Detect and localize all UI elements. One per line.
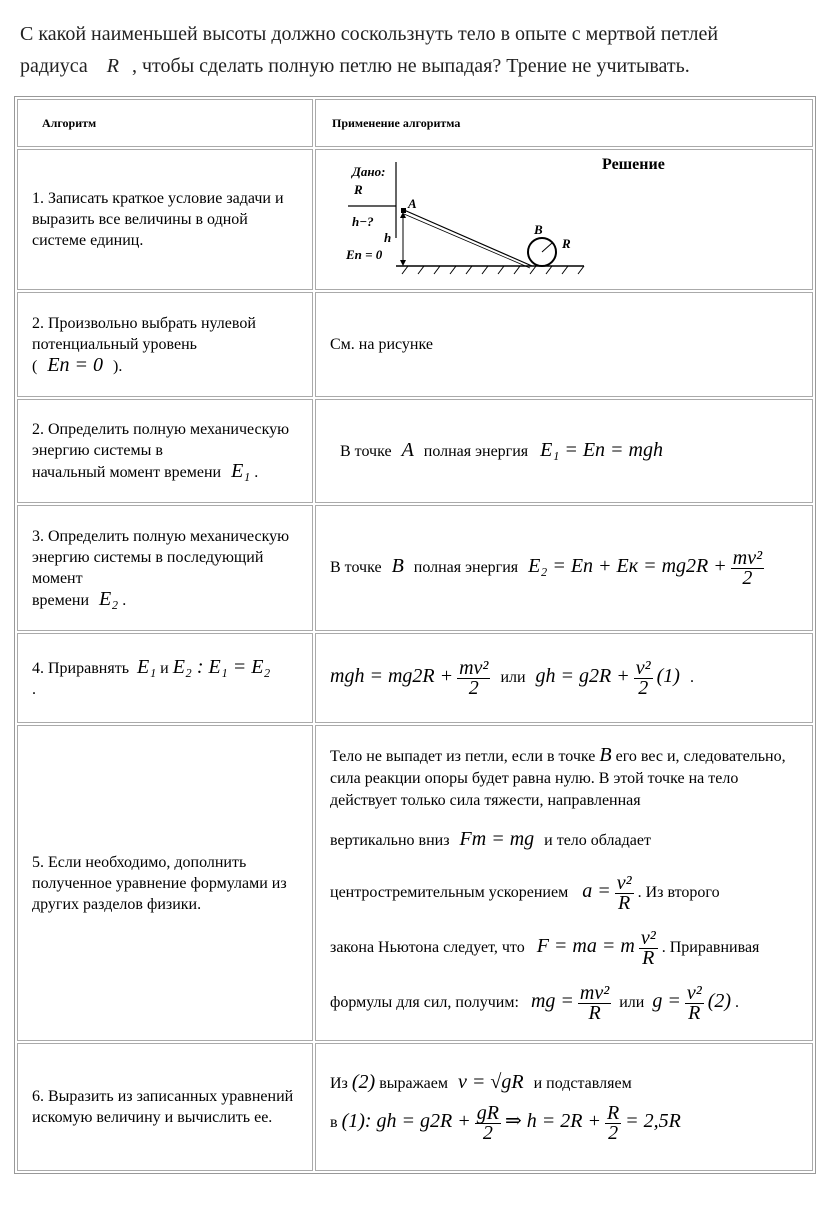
table-row (17, 149, 813, 290)
label-A: A (408, 196, 417, 211)
given-R: R (354, 182, 363, 197)
point-A: A (401, 439, 414, 461)
point-B: B (391, 554, 404, 577)
gravity-formula: Fт = mg (459, 827, 535, 850)
problem-statement (20, 18, 800, 82)
header-application: Применение алгоритма (315, 99, 813, 147)
energy-A-formula: E₁ = Eп = mgh (540, 439, 663, 461)
apply-6-cell: Тело не выпадет из петли, если в точке B его вес и, следовательно, сила реакции опоры будет равна нулю. В этой точке на тело действует только сила тяжести, направленная вертикально вниз Fт = mg и тело обладает центростремительным ускорением a = $\frac{\text{v²}}{R}$ . Из второго закона Ньютона следует, что F = ma = m $\frac{\text{v²}}{R}$ . Приравнивая формулы для сил, получим: mg = $\frac{\text{mv²}}{R}$ или g = $\frac{\text{v²}}{R}$ (2) . (315, 725, 813, 1041)
step-4-cell: 3. Определить полную механическую энергию системы в последующий момент времени E₂ . (17, 505, 313, 631)
zero-level-label: Eп = 0 (346, 247, 383, 262)
table-row (17, 725, 813, 1041)
table-row (17, 399, 813, 503)
apply-5-cell: mgh = mg2R + $\frac{\text{mv²}}{2}$ или gh = g2R + $\frac{\text{v²}}{2}$ (1) . (315, 633, 813, 723)
gravity-equation-2: g = (652, 989, 681, 1012)
final-equation: (1): gh = g2R + (341, 1109, 471, 1132)
problem-line-2: радиуса R , чтобы сделать полную петлю не выпадая? Трение не учитывать. (20, 55, 690, 77)
table-header-row (17, 99, 813, 147)
table-row (17, 292, 813, 397)
zero-level-formula: Eп = 0 (47, 353, 104, 376)
apply-2-cell: См. на рисунке (315, 292, 813, 397)
table-row (17, 1043, 813, 1171)
apply-4-cell: В точке B полная энергия E₂ = Eп + Eк = mg2R + $\frac{\text{mv²}}{2}$ (315, 505, 813, 631)
step-6-cell: 5. Если необходимо, дополнить полученное уравнение формулами из других разделов физики. (17, 725, 313, 1041)
apply-3-cell: В точке A полная энергия E₁ = Eп = mgh (315, 399, 813, 503)
velocity-formula: v = √gR (458, 1070, 524, 1093)
label-h: h (384, 230, 392, 245)
solution-title: Решение (602, 156, 665, 173)
equation-tag-1: (1) (656, 664, 680, 687)
table-row (17, 505, 813, 631)
centripetal-formula: a = (582, 879, 611, 902)
step-3-cell: 2. Определить полную механическую энергию системы в начальный момент времени E₁ . (17, 399, 313, 503)
problem-line-1: С какой наименьшей высоты должно соскользнуть тело в опыте с мертвой петлей (20, 23, 719, 45)
step-5-cell: 4. Приравнять E₁ и E₂ : E₁ = E₂ . (17, 633, 313, 723)
energy-equation-2: gh = g2R + (535, 664, 630, 687)
radius-symbol: R (106, 55, 119, 77)
step-2-cell: 2. Произвольно выбрать нулевой потенциальный уровень ( Eп = 0 ). (17, 292, 313, 397)
label-R: R (562, 236, 571, 251)
diagram-cell (315, 149, 813, 290)
algorithm-table (14, 96, 816, 1174)
energy-equation-1: mgh = mg2R + (330, 664, 454, 687)
energy-B-formula: E₂ = Eп + Eк = mg2R + (528, 554, 727, 577)
energy-B-fraction: $\frac{\text{mv²}}{2}$ (732, 546, 763, 589)
force-equation: mg = (530, 989, 574, 1012)
find-h: h−? (352, 214, 374, 229)
step-7-cell: 6. Выразить из записанных уравнений искомую величину и вычислить ее. (17, 1043, 313, 1171)
energy-E1-symbol: E₁ (231, 460, 251, 482)
given-title: Дано: (352, 164, 386, 179)
equate-formula: E₂ : E₁ = E₂ (172, 655, 271, 678)
final-result: = 2,5R (625, 1109, 681, 1132)
newton-formula: F = ma = m (536, 934, 635, 957)
equation-tag-2: (2) (707, 989, 732, 1012)
label-B: B (534, 222, 543, 237)
header-algorithm: Алгоритм (17, 99, 313, 147)
step-1-cell: 1. Записать краткое условие задачи и выразить все величины в одной системе единиц. (17, 149, 313, 290)
energy-E2-symbol: E₂ (99, 587, 119, 610)
apply-7-cell: Из (2) выражаем v = √gR и подставляем в (1): gh = g2R + $\frac{gR}{2}$ ⇒ h = 2R + $\frac{R}{2}$ = 2,5R (315, 1043, 813, 1171)
loop-diagram (344, 156, 604, 286)
point-B-ref: B (599, 743, 612, 766)
table-row (17, 633, 813, 723)
